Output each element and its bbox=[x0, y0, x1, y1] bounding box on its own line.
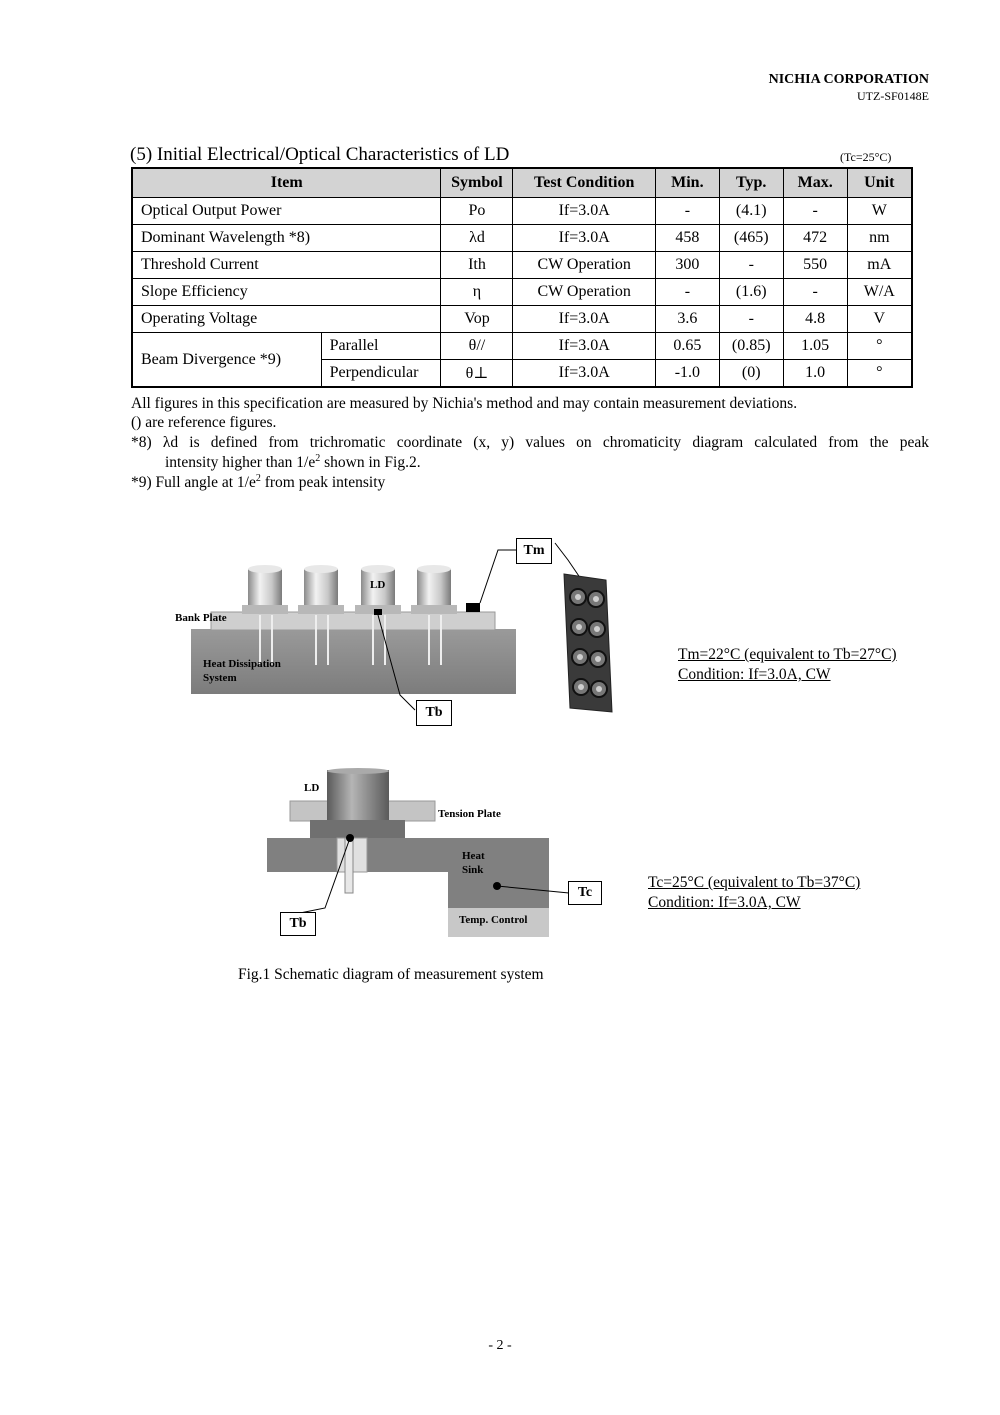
cell-symbol: θ⊥ bbox=[441, 360, 513, 388]
tc-label: Tc bbox=[568, 881, 602, 905]
cell-unit: nm bbox=[847, 225, 912, 252]
temperature-condition: (Tc=25°C) bbox=[840, 150, 892, 164]
header-unit: Unit bbox=[847, 168, 912, 198]
condition-2-line-1: Tc=25°C (equivalent to Tb=37°C) bbox=[648, 874, 861, 891]
cell-item: Slope Efficiency bbox=[132, 279, 441, 306]
cell-unit: W/A bbox=[847, 279, 912, 306]
tb-label-2: Tb bbox=[280, 912, 316, 936]
heat-sink-label: Heat bbox=[462, 850, 485, 862]
cell-item-beam: Beam Divergence *9) bbox=[132, 333, 321, 388]
cell-symbol: λd bbox=[441, 225, 513, 252]
cell-max: 472 bbox=[783, 225, 847, 252]
note-8-text: intensity higher than 1/e bbox=[165, 454, 316, 472]
document-id: UTZ-SF0148E bbox=[857, 89, 929, 103]
cell-max: - bbox=[783, 198, 847, 225]
header-item: Item bbox=[132, 168, 441, 198]
cell-item: Dominant Wavelength *8) bbox=[132, 225, 441, 252]
note-8-exponent: 2 bbox=[315, 453, 321, 464]
characteristics-table bbox=[131, 167, 913, 388]
note-measurement: All figures in this specification are measured by Nichia's method and may contain measurement deviations. bbox=[131, 395, 798, 412]
cell-symbol: Po bbox=[441, 198, 513, 225]
cell-min: 458 bbox=[655, 225, 719, 252]
note-reference: () are reference figures. bbox=[131, 414, 277, 431]
header-min: Min. bbox=[655, 168, 719, 198]
figure-caption: Fig.1 Schematic diagram of measurement system bbox=[238, 966, 544, 983]
header-test-condition: Test Condition bbox=[513, 168, 655, 198]
note-8-continued bbox=[165, 453, 421, 472]
heat-dissipation-label: Heat Dissipation bbox=[203, 658, 281, 670]
cell-max: 4.8 bbox=[783, 306, 847, 333]
cell-max: 1.05 bbox=[783, 333, 847, 360]
ld-cylinder bbox=[242, 565, 288, 614]
cell-typ: - bbox=[719, 252, 783, 279]
cell-min: -1.0 bbox=[655, 360, 719, 388]
table-header-row bbox=[132, 168, 912, 198]
table-row bbox=[132, 252, 912, 279]
cell-symbol: η bbox=[441, 279, 513, 306]
tb-label: Tb bbox=[416, 700, 452, 726]
company-name: NICHIA CORPORATION bbox=[768, 72, 929, 87]
cell-condition: CW Operation bbox=[513, 279, 655, 306]
bank-plate-label: Bank Plate bbox=[175, 612, 227, 624]
cell-typ: (0.85) bbox=[719, 333, 783, 360]
table-row bbox=[132, 198, 912, 225]
heat-sink-label-2: Sink bbox=[462, 864, 484, 876]
cell-condition: If=3.0A bbox=[513, 225, 655, 252]
cell-item: Threshold Current bbox=[132, 252, 441, 279]
cell-symbol: θ// bbox=[441, 333, 513, 360]
cell-typ: - bbox=[719, 306, 783, 333]
cell-symbol: Vop bbox=[441, 306, 513, 333]
cell-min: 3.6 bbox=[655, 306, 719, 333]
cell-item: Optical Output Power bbox=[132, 198, 441, 225]
condition-1-line-2: Condition: If=3.0A, CW bbox=[678, 666, 831, 683]
cell-typ: (465) bbox=[719, 225, 783, 252]
cell-max: - bbox=[783, 279, 847, 306]
header-max: Max. bbox=[783, 168, 847, 198]
table-row bbox=[132, 306, 912, 333]
cell-min: - bbox=[655, 198, 719, 225]
table-row bbox=[132, 279, 912, 306]
section-title: (5) Initial Electrical/Optical Characteristics of LD bbox=[130, 144, 510, 165]
cell-unit: ° bbox=[847, 333, 912, 360]
note-8: *8) λd is defined from trichromatic coordinate (x, y) values on chromaticity diagram calculated from the peak bbox=[131, 434, 929, 451]
cell-condition: CW Operation bbox=[513, 252, 655, 279]
heat-dissipation-label-2: System bbox=[203, 672, 237, 684]
cell-unit: V bbox=[847, 306, 912, 333]
cell-unit: mA bbox=[847, 252, 912, 279]
cell-min: - bbox=[655, 279, 719, 306]
cell-unit: ° bbox=[847, 360, 912, 388]
ld-cylinder bbox=[298, 565, 344, 614]
cell-min: 0.65 bbox=[655, 333, 719, 360]
cell-symbol: Ith bbox=[441, 252, 513, 279]
cell-typ: (4.1) bbox=[719, 198, 783, 225]
header-typ: Typ. bbox=[719, 168, 783, 198]
ld-label-2: LD bbox=[304, 782, 320, 794]
cell-unit: W bbox=[847, 198, 912, 225]
cell-condition: If=3.0A bbox=[513, 333, 655, 360]
note-9-exponent: 2 bbox=[255, 473, 261, 484]
tension-plate-label: Tension Plate bbox=[438, 808, 501, 820]
note-8-tail: shown in Fig.2. bbox=[320, 454, 421, 472]
table-row bbox=[132, 333, 912, 360]
ld-cylinder bbox=[411, 565, 457, 614]
cell-condition: If=3.0A bbox=[513, 198, 655, 225]
table-row bbox=[132, 225, 912, 252]
cell-condition: If=3.0A bbox=[513, 360, 655, 388]
cell-typ: (0) bbox=[719, 360, 783, 388]
condition-2-line-2: Condition: If=3.0A, CW bbox=[648, 894, 801, 911]
cell-typ: (1.6) bbox=[719, 279, 783, 306]
page-number: - 2 - bbox=[488, 1338, 512, 1353]
tm-label: Tm bbox=[516, 538, 552, 564]
ld-label: LD bbox=[370, 579, 386, 591]
temp-control-label: Temp. Control bbox=[459, 914, 528, 926]
header-symbol: Symbol bbox=[441, 168, 513, 198]
cell-max: 1.0 bbox=[783, 360, 847, 388]
note-9-tail: from peak intensity bbox=[260, 474, 386, 492]
note-9-text: *9) Full angle at 1/e bbox=[131, 474, 256, 492]
condition-1-line-1: Tm=22°C (equivalent to Tb=27°C) bbox=[678, 646, 897, 663]
bank-plate-top-view bbox=[560, 572, 616, 718]
cell-subitem: Parallel bbox=[321, 333, 441, 360]
cell-subitem: Perpendicular bbox=[321, 360, 441, 388]
note-9 bbox=[131, 473, 385, 492]
cell-min: 300 bbox=[655, 252, 719, 279]
cell-max: 550 bbox=[783, 252, 847, 279]
cell-item: Operating Voltage bbox=[132, 306, 441, 333]
cell-condition: If=3.0A bbox=[513, 306, 655, 333]
